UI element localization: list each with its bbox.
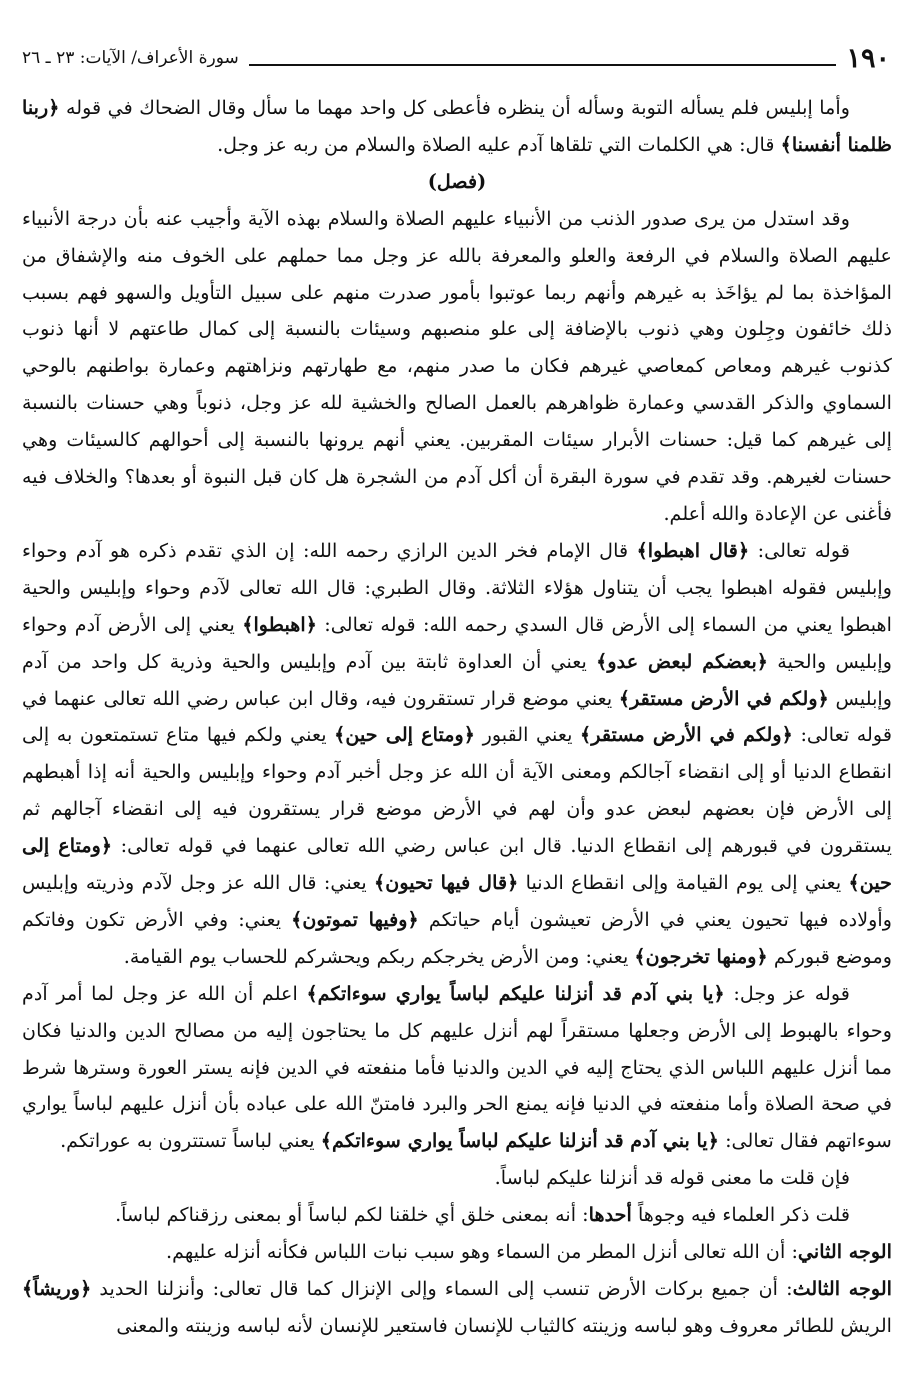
text-segment: قال: هي الكلمات التي تلقاها آدم عليه الصلاة والسلام من ربه عز وجل. <box>217 132 781 156</box>
text-segment: يعني: ومن الأرض يخرجكم ربكم ويحشركم للحساب يوم القيامة. <box>123 944 635 968</box>
text-segment: يعني ولكم فيها متاع تستمتعون به إلى انقطاع الدنيا أو إلى انقضاء آجالكم ومعنى الآية أن الله عز وجل أخبر آدم وحواء وإبليس والحية أنه إذا أهبطهم إلى الأرض فإن بعضهم لبعض عدو وأن لهم في الأرض موضع قرار يستقرون فيه إلى انقضاء آجالهم ثم يستقرون في قبورهم إلى انقطاع الدنيا. قال ابن عباس رضي الله تعالى عنهما في قوله تعالى: <box>22 723 892 858</box>
page-number: ١٩٠ <box>846 42 890 74</box>
text-segment: يعني القبور <box>475 723 581 747</box>
quoted-verse: ﴿وفيها تموتون﴾ <box>291 907 419 931</box>
text-segment: قوله تعالى: <box>749 538 850 562</box>
quoted-verse: ﴿ربنا ظلمنا أنفسنا﴾ <box>22 96 892 156</box>
paragraph <box>22 1271 892 1345</box>
paragraph <box>22 976 892 1161</box>
quoted-verse: ﴿بعضكم لبعض عدو﴾ <box>596 649 769 673</box>
text-segment: يعني لباساً تستترون به عوراتكم. <box>60 1129 321 1153</box>
text-segment: : أن الله تعالى أنزل المطر من السماء وهو سبب نبات اللباس فكأنه أنزله عليهم. <box>166 1240 798 1264</box>
quoted-verse: ﴿ولكم في الأرض مستقر﴾ <box>618 686 829 710</box>
text-segment: يعني موضع قرار تستقرون فيه، وقال ابن عباس رضي الله تعالى عنهما في قوله تعالى: <box>22 686 892 747</box>
page-header <box>22 38 890 78</box>
text-segment: يعني أن العداوة ثابتة بين آدم وإبليس والحية وذرية كل واحد من آدم وإبليس <box>22 649 893 710</box>
paragraph <box>22 1234 892 1271</box>
text-segment: قال الإمام فخر الدين الرازي رحمه الله: إن الذي تقدم ذكره هو آدم وحواء وإبليس فقوله اهبطوا يجب أن يتناول هؤلاء الثلاثة. وقال الطبري: قال الله تعالى لآدم وحواء وإبليس والحية اهبطوا يعني من السماء إلى الأرض قال السدي رحمه الله: قوله تعالى: <box>22 538 892 636</box>
quoted-verse: ﴿وريشاً﴾ <box>22 1277 92 1300</box>
text-segment: يعني: وفي الأرض تكون وفاتكم وموضع قبوركم <box>22 907 892 968</box>
quoted-verse: الوجه الثالث <box>792 1277 892 1300</box>
text-segment: وأما إبليس فلم يسأله التوبة وسأله أن ينظره فأعطى كل واحد مهما ما سأل وقال الضحاك في قوله <box>59 96 850 119</box>
paragraph <box>22 533 892 976</box>
text-segment: يعني إلى الأرض آدم وحواء وإبليس والحية <box>22 612 892 673</box>
section-heading <box>22 164 892 201</box>
paragraph <box>22 1197 892 1234</box>
quoted-verse: أحدها <box>588 1203 632 1227</box>
text-segment: يعني إلى يوم القيامة وإلى انقطاع الدنيا <box>518 871 849 895</box>
text-segment: فإن قلت ما معنى قوله قد أنزلنا عليكم لباساً. <box>494 1166 850 1190</box>
quoted-verse: ﴿ومنها تخرجون﴾ <box>634 944 768 968</box>
quoted-verse: الوجه الثاني <box>797 1240 892 1264</box>
quoted-verse: ﴿اهبطوا﴾ <box>242 612 317 636</box>
text-segment: اعلم أن الله عز وجل لما أمر آدم وحواء بالهبوط إلى الأرض وجعلها مستقراً لهم أنزل عليهم كل ما يحتاجون إليه من مصالح الدين والدنيا فكان مما أنزل عليهم اللباس الذي يحتاج إليه في الدين والدنيا فأما منفعته في الدين فإنه يستر العورة وسترها شرط في صحة الصلاة وأما منفعته في الدنيا فإنه يمنع الحر والبرد فامتنّ الله على عباده بأن أنزل عليهم لباساً يواري سوءاتهم فقال تعالى: <box>22 981 892 1153</box>
paragraph <box>22 1160 892 1197</box>
quoted-verse: ﴿قال فيها تحيون﴾ <box>374 871 519 895</box>
quoted-verse: ﴿ولكم في الأرض مستقر﴾ <box>580 723 793 747</box>
text-segment: وقد استدل من يرى صدور الذنب من الأنبياء عليهم الصلاة والسلام بهذه الآية وأجيب عنه بأن درجة الأنبياء عليهم الصلاة والسلام في الرفعة والعلو والمعرفة بالله عز وجل مما حملهم على الخوف منه والإشفاق من المؤاخذة بما لم يؤاخَذ به غيرهم وأنهم ربما عوتبوا بأمور صدرت منهم على سبيل التأويل والسهو فهم بسبب ذلك خائفون وجِلون وهي ذنوب بالإضافة إلى علو منصبهم وسيئات بالنسبة إلى كمال طاعتهم لا أنها ذنوب كذنوب غيرهم ومعاص كمعاصي غيرهم فكان ما صدر منهم، مع طهارتهم ونزاهتهم وعمارة بواطنهم بالوحي السماوي والذكر القدسي وعمارة ظواهرهم بالعمل الصالح والخشية لله عز وجل، ذنوباً وهي حسنات بالنسبة إلى غيرهم كما قيل: حسنات الأبرار سيئات المقربين. يعني أنهم يرونها بالنسبة إلى أحوالهم كالسيئات وهي حسنات لغيرهم. وقد تقدم في سورة البقرة أن أكل آدم من الشجرة هل كان قبل النبوة أو بعدها؟ والخلاف فيه فأغنى عن الإعادة والله أعلم. <box>22 206 892 525</box>
paragraph <box>22 90 892 164</box>
text-segment: قلت ذكر العلماء فيه وجوهاً <box>631 1203 850 1227</box>
paragraph <box>22 201 892 533</box>
text-segment: : أن جميع بركات الأرض تنسب إلى السماء وإلى الإنزال كما قال تعالى: وأنزلنا الحديد <box>91 1277 793 1300</box>
text-segment: : أنه بمعنى خلق أي خلقنا لكم لباساً أو بمعنى رزقناكم لباساً. <box>115 1203 589 1227</box>
text-segment: الريش للطائر معروف وهو لباسه وزينته كالثياب للإنسان فاستعير للإنسان لأنه لباسه وزينته والمعنى <box>116 1313 892 1337</box>
running-title: سورة الأعراف/ الآيات: ٢٣ ـ ٢٦ <box>22 48 239 68</box>
quoted-verse: ﴿يا بني آدم قد أنزلنا عليكم لباساً يواري سوءاتكم﴾ <box>320 1129 719 1153</box>
text-segment: يعني: قال الله عز وجل لآدم وذريته وإبليس وأولاده فيها تحيون يعني في الأرض تعيشون أيام حياتكم <box>22 871 893 931</box>
page-body <box>22 90 892 1345</box>
text-segment: قوله عز وجل: <box>724 981 850 1005</box>
quoted-verse: ﴿يا بني آدم قد أنزلنا عليكم لباساً يواري سوءاتكم﴾ <box>306 981 725 1005</box>
quoted-verse: ﴿ومتاع إلى حين﴾ <box>334 723 476 747</box>
header-rule <box>249 64 837 66</box>
quoted-verse: ﴿قال اهبطوا﴾ <box>636 538 750 562</box>
quoted-verse: ﴿ومتاع إلى حين﴾ <box>22 834 892 895</box>
quoted-verse: (فصل) <box>427 169 487 193</box>
